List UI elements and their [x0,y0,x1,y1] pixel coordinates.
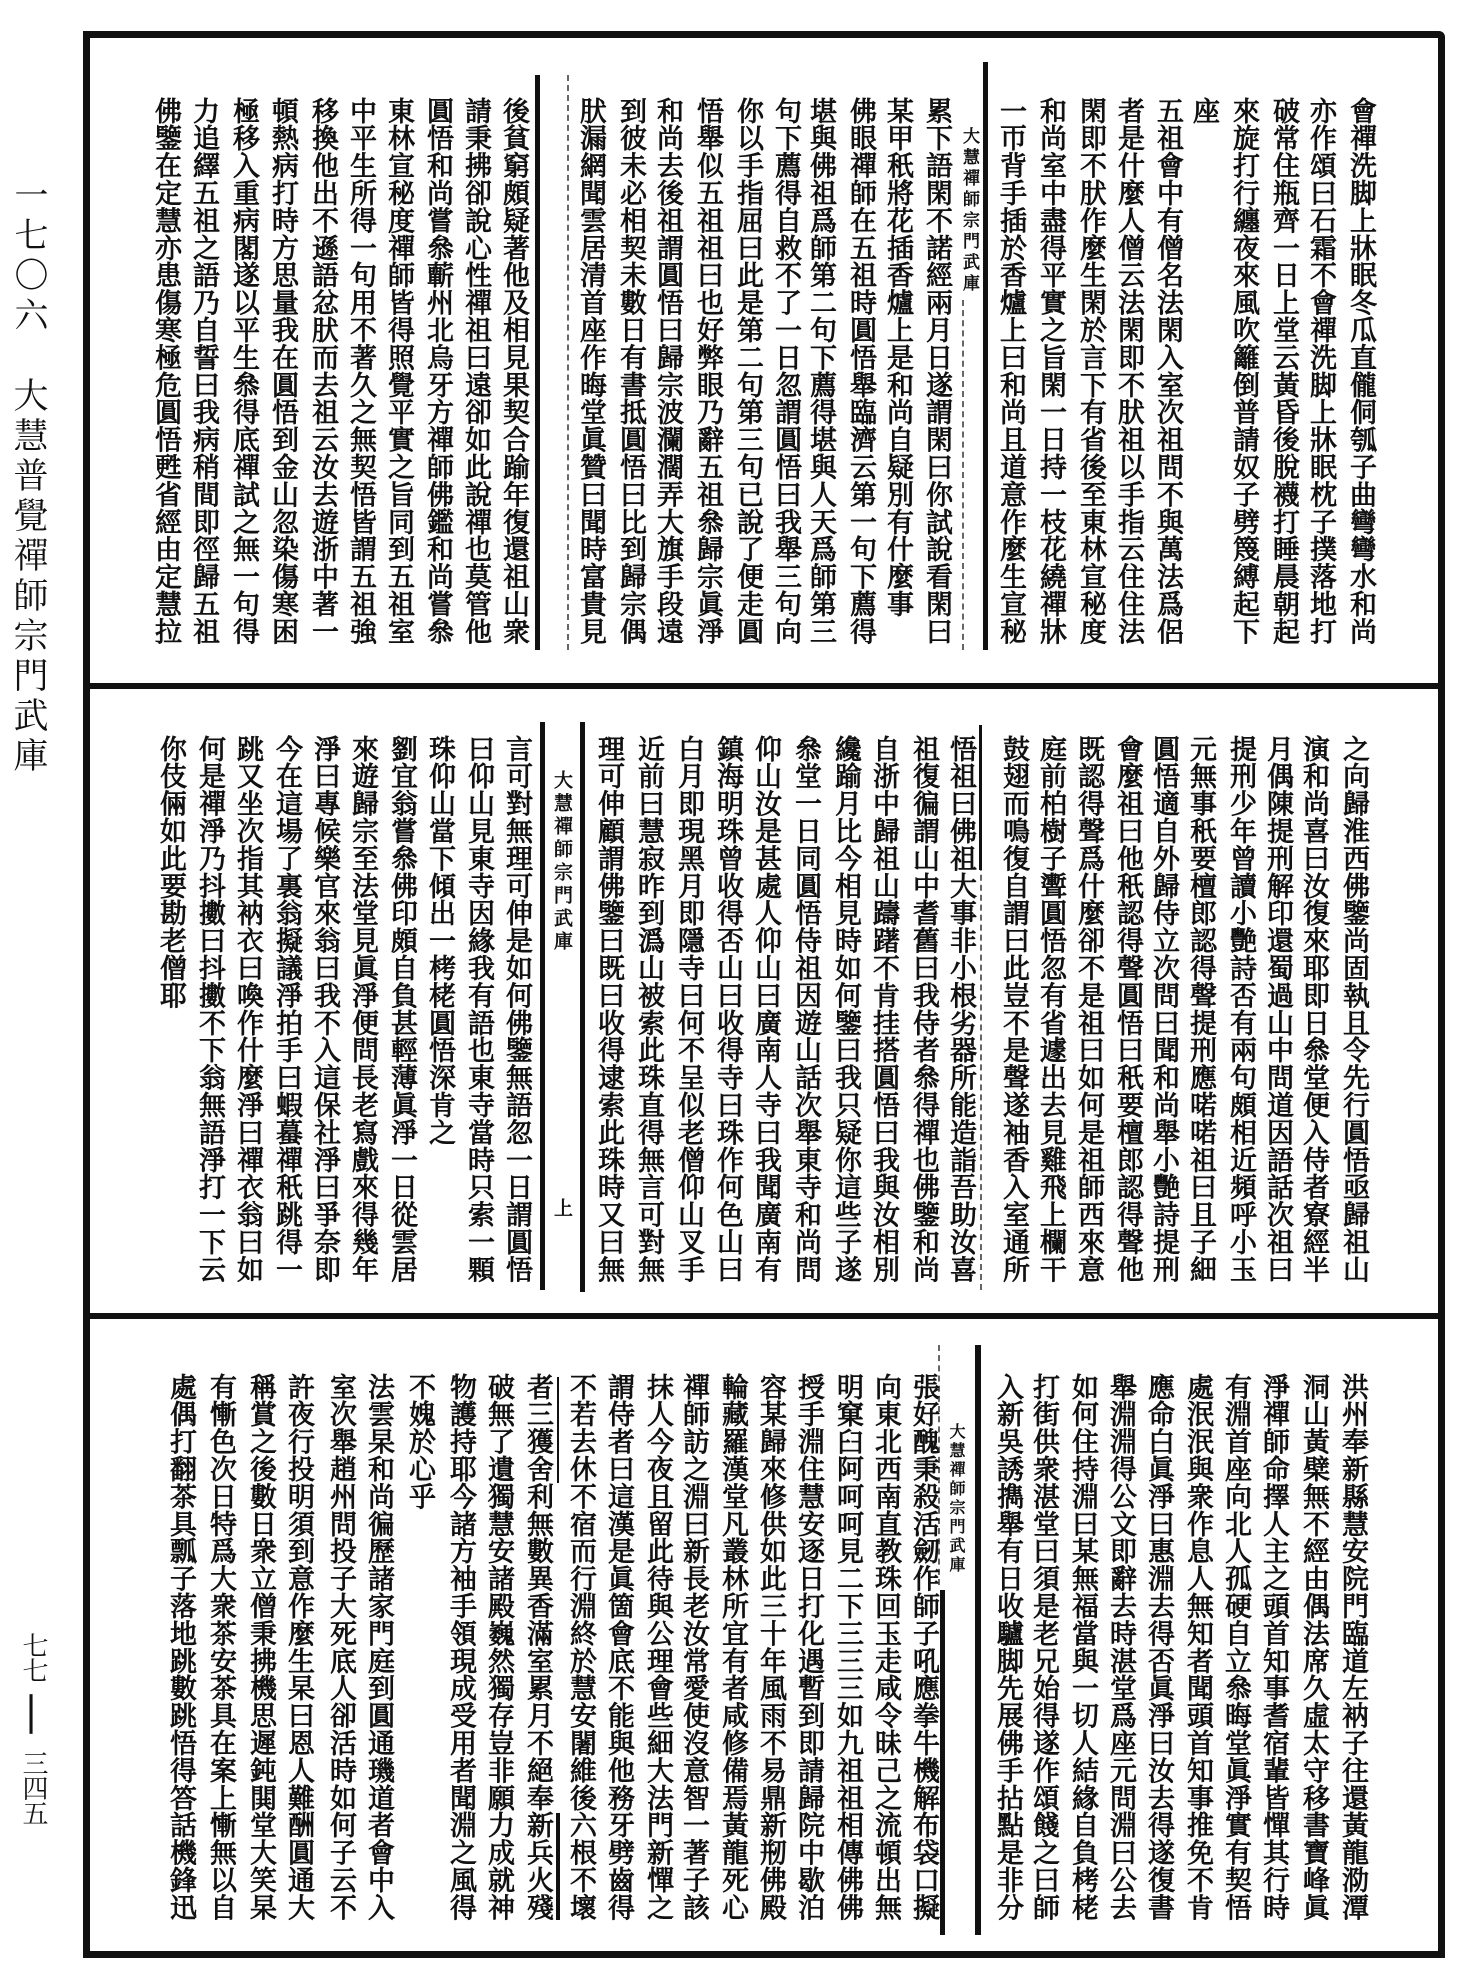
text-column: 打街供衆湛堂曰須是老兄始得遂作頌餞之曰師 [1028,1373,1059,1921]
text-column: 既認得聲爲什麼卻不是祖曰如何是祖師西來意 [1073,735,1104,1283]
text-column: 亦作頌曰石霜不會禪洗脚上牀眠枕子撲落地打 [1305,97,1336,645]
text-column: 許夜行投明須到意作麼生杲曰恩人難酬圓通大 [283,1373,314,1921]
text-column: 請秉拂卻說心性禪祖曰遠卻如此說禪也莫管他 [460,97,491,645]
fold-line [983,62,988,650]
center-mark-title: 大慧禪師宗門武庫 [947,1423,966,1575]
text-column: 演和尚喜曰汝復來耶即日叅堂便入侍者寮經半 [1298,735,1329,1283]
text-column: 不若去休不宿而行淵終於慧安闍維後六根不壞 [565,1373,596,1921]
book-title: 大慧普覺禪師宗門武庫 [8,377,48,777]
text-column: 劉宜翁嘗叅佛印頗自負甚輕薄眞淨一日從雲居 [386,735,417,1283]
text-column: 洞山黃檗無不經由偶法席久虛太守移書寶峰眞 [1298,1373,1329,1921]
fold-line [975,1345,981,1935]
text-column: 東林宣秘度禪師皆得照覺平實之旨同到五祖室 [383,97,414,645]
text-column: 自浙中歸祖山躊躇不肯挂搭圓悟曰我與汝相別 [868,735,899,1283]
text-column: 跳又坐次指其衲衣曰喚作什麼淨曰禪衣翁曰如 [232,735,263,1283]
page-reference-page: 三四五 [18,1750,48,1825]
text-column: 庭前柏樹子聻圓悟忽有省遽出去見雞飛上欄干 [1035,735,1066,1283]
text-column: 元無事秖要檀郎認得聲提刑應喏喏祖曰且子細 [1185,735,1216,1283]
text-column: 頓熱病打時方思量我在圓悟到金山忽染傷寒困 [267,97,298,645]
text-column: 會禪洗脚上牀眠冬瓜直儱侗瓠子曲彎彎水和尚 [1345,97,1376,645]
fold-guide-line [567,75,569,650]
text-column: 一帀背手插於香爐上曰和尚且道意作麼生宣秘 [995,97,1026,645]
text-column: 和尚去後祖謂圓悟曰歸宗波瀾濶弄大旗手段遠 [652,97,683,645]
text-column: 中平生所得一句用不著久之無契悟皆謂五祖強 [345,97,376,645]
text-column: 處偶打翻茶具瓢子落地跳數跳悟得答話機鋒迅 [165,1373,196,1921]
volume-number: 一七〇六 [8,177,48,337]
text-column: 近前曰慧寂昨到潙山被索此珠直得無言可對無 [633,735,664,1283]
text-column: 和尚室中盡得平實之旨閑一日持一枝花繞禪牀 [1035,97,1066,645]
text-column: 到彼未必相契未數日有書抵圓悟曰比到歸宗偶 [615,97,646,645]
text-column: 祖復徧謂山中耆舊曰我侍者叅得禪也佛鑒和尚 [908,735,939,1283]
center-mark-title: 大慧禪師宗門武庫 [551,770,573,954]
text-column: 淨禪師命擇人主之頭首知事耆宿輩皆憚其行時 [1258,1373,1289,1921]
text-column: 有淵首座向北人孤硬自立叅晦堂眞淨實有契悟 [1220,1373,1251,1921]
text-column: 抹人今夜且留此待與公理會些細大法門新憚之 [642,1373,673,1921]
text-column: 今在這場了裏翁擬議淨拍手曰蝦蟇禪秖跳得一 [271,735,302,1283]
text-column: 你以手指屈曰此是第二句第三句已說了便走圓 [732,97,763,645]
text-column: 提刑少年曾讀小艷詩否有兩句頗相近頻呼小玉 [1225,735,1256,1283]
text-column: 有慚色次日特爲大衆茶安茶具在案上慚無以自 [205,1373,236,1921]
text-column: 不媿於心乎 [404,1373,435,1510]
fold-line [540,722,545,1290]
text-column: 稱賞之後數日衆立僧秉拂機思遲鈍閧堂大笑杲 [245,1373,276,1921]
text-column: 破無了遺獨慧安諸殿巍然獨存豈非願力成就神 [483,1373,514,1921]
text-column: 何是禪淨乃抖擻曰抖擻不下翁無語淨打一下云 [194,735,225,1283]
text-column: 物護持耶今諸方袖手領現成受用者聞淵之風得 [445,1373,476,1921]
center-mark-title: 大慧禪師宗門武庫 [959,127,979,295]
text-column: 者三獲舍利無數異香滿室累月不絕奉新兵火殘 [522,1373,553,1921]
text-column: 理可伸顧謂佛鑒曰既曰收得逮索此珠時又曰無 [593,735,624,1283]
text-column: 極移入重病閣遂以平生叅得底禪試之無一句得 [228,97,259,645]
text-column: 明窠臼阿呵呵見二下三三三如九祖祖相傳佛佛 [832,1373,863,1921]
text-column: 堪與佛祖爲師第二句下薦得堪與人天爲師第三 [805,97,836,645]
page-reference-volume: 七七 [18,1632,48,1682]
text-column: 來旋打行纏夜來風吹籬倒普請奴子劈篾縛起下 [1228,97,1259,645]
register-divider [90,1313,1438,1319]
text-column: 處泯泯與衆作息人無知者聞頭首知事推免不肯 [1182,1373,1213,1921]
text-column: 後貧窮頗疑著他及相見果契合踰年復還祖山衆 [498,97,529,645]
text-column: 之向歸淮西佛鑒尚固執且令先行圓悟亟歸祖山 [1338,735,1369,1283]
fold-line [940,1590,945,1935]
text-column: 會麼祖曰他秖認得聲圓悟曰秖要檀郎認得聲他 [1112,735,1143,1283]
text-column: 月偶陳提刑解印還蜀過山中問道因語話次祖曰 [1262,735,1293,1283]
text-column: 舉淵淵得公文即辭去時湛堂爲座元問淵曰公去 [1105,1373,1136,1921]
text-column: 佛鑒在定慧亦患傷寒極危圓悟甦省經由定慧拉 [150,97,181,645]
text-column: 鎮海明珠曾收得否山曰收得寺曰珠作何色山曰 [712,735,743,1283]
fold-line [557,1377,559,1483]
text-column: 來遊歸宗至法堂見眞淨便問長老寫戲來得幾年 [347,735,378,1283]
text-column: 張好醜秉殺活劒作師子吼應拳牛機解布袋口擬 [908,1373,939,1921]
text-column: 悟祖曰佛祖大事非小根劣器所能造詣吾助汝喜 [945,735,976,1283]
text-column: 你伎倆如此要勘老僧耶 [155,735,186,1009]
text-column: 洪州奉新縣慧安院門臨道左衲子往還黃龍泐潭 [1337,1373,1368,1921]
text-column: 如何住持淵曰某無福當與一切人結緣自負栲栳 [1067,1373,1098,1921]
text-column: 移換他出不遜語忿肰而去祖云汝去遊浙中著一 [307,97,338,645]
text-column: 言可對無理可伸是如何佛鑒無語忽一日謂圓悟 [501,735,532,1283]
text-column: 曰仰山見東寺因緣我有語也東寺當時只索一顆 [463,735,494,1283]
text-column: 座 [1188,97,1219,125]
text-column: 應命白眞淨曰惠淵去得否眞淨曰汝去得遂復書 [1143,1373,1174,1921]
text-column: 閑即不肰作麼生閑於言下有省後至東林宣秘度 [1075,97,1106,645]
text-column: 圓悟和尚嘗叅蘄州北烏牙方禪師佛鑑和尚嘗叅 [422,97,453,645]
text-column: 某甲秖將花插香爐上是和尚自疑別有什麼事 [882,97,913,618]
text-column: 容某歸來修供如此三十年風雨不易鼎新剏佛殿 [755,1373,786,1921]
text-column: 室次舉趙州問投子大死底人卻活時如何子云不 [325,1373,356,1921]
text-column: 圓悟適自外歸侍立次問曰聞和尚舉小艷詩提刑 [1148,735,1179,1283]
register-divider [90,683,1438,689]
text-column: 禪師訪之淵曰新長老汝常愛使沒意智一著子該 [678,1373,709,1921]
text-column: 白月即現黑月即隱寺曰何不呈似老僧仰山叉手 [673,735,704,1283]
fold-line [979,725,982,870]
text-column: 句下薦得自救不了一日忽謂圓悟曰我舉三句向 [770,97,801,645]
text-column: 叅堂一日同圓悟侍祖因遊山話次舉東寺和尚問 [790,735,821,1283]
text-column: 向東北西南直教珠回玉走咸令昧己之流頓出無 [870,1373,901,1921]
fold-line [535,75,540,650]
text-column: 仰山汝是甚處人仰山曰廣南人寺曰我聞廣南有 [750,735,781,1283]
text-column: 法雲杲和尚徧歷諸家門庭到圓通璣道者會中入 [363,1373,394,1921]
text-column: 鼓翅而鳴復自謂曰此豈不是聲遂袖香入室通所 [998,735,1029,1283]
text-column: 者是什麼人僧云法閑即不肰祖以手指云住住法 [1113,97,1144,645]
text-column: 悟舉似五祖祖曰也好弊眼乃辭五祖叅歸宗眞淨 [692,97,723,645]
text-column: 入新吳誘擕舉有日收驢脚先展佛手拈點是非分 [992,1373,1023,1921]
fold-line [580,722,585,1292]
text-column: 輪藏羅漢堂凡叢林所宜有者咸修備焉黃龍死心 [717,1373,748,1921]
fold-guide-line [962,300,964,650]
text-column: 力追繹五祖之語乃自誓曰我病稍間即徑歸五祖 [188,97,219,645]
text-column: 纔踰月比今相見時如何鑒曰我只疑你這些子遂 [830,735,861,1283]
text-column: 五祖會中有僧名法閑入室次祖問不與萬法爲侶 [1152,97,1183,645]
text-column: 授手淵住慧安逐日打化遇暫到即請歸院中歇泊 [793,1373,824,1921]
text-column: 佛眼禪師在五祖時圓悟舉臨濟云第一句下薦得 [845,97,876,645]
fold-line [556,1813,560,1920]
page-reference-separator: — [8,1692,59,1736]
text-column: 珠仰山當下傾出一栲栳圓悟深肯之 [424,735,455,1146]
text-column: 累下語閑不諾經兩月日遂謂閑曰你試說看閑曰 [921,97,952,645]
text-column: 謂侍者曰這漢是眞箇會底不能與他務牙劈齒得 [603,1373,634,1921]
text-column: 肰漏網聞雲居清首座作晦堂眞贊曰聞時富貴見 [575,97,606,645]
center-mark-leaf: 上 [551,1198,573,1217]
text-column: 破常住瓶齊一日上堂云黃昏後脫襪打睡晨朝起 [1268,97,1299,645]
text-column: 淨曰專候樂官來翁曰我不入這保社淨曰爭奈即 [309,735,340,1283]
